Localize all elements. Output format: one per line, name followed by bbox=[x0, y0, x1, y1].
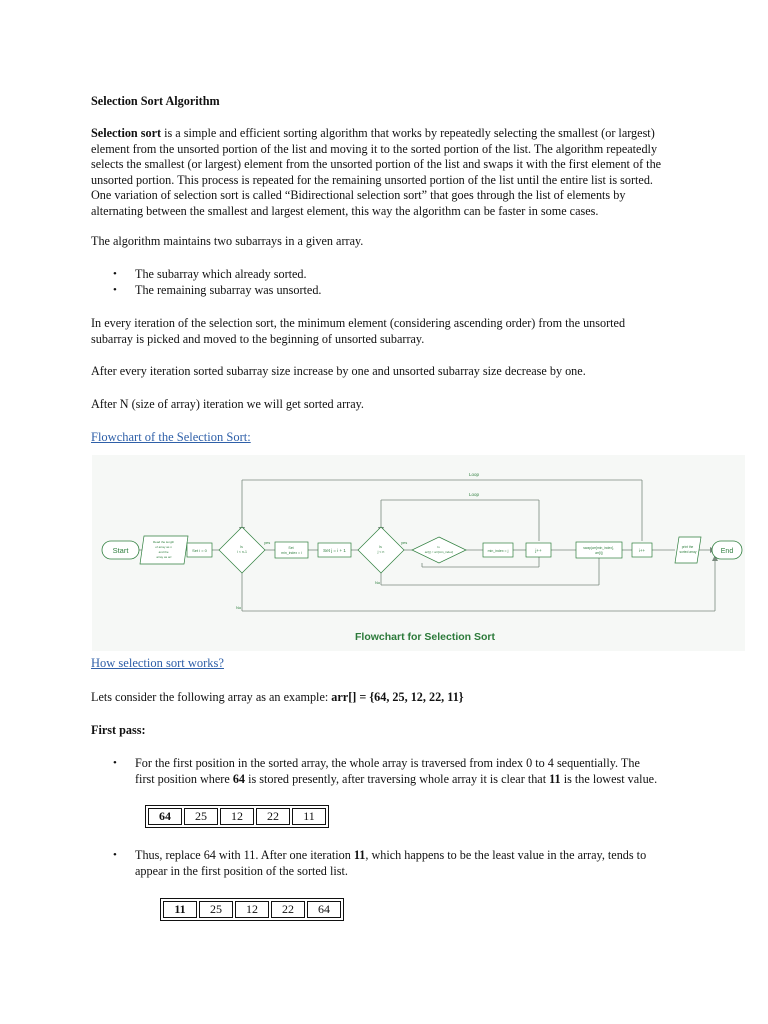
array-cell: 12 bbox=[235, 901, 269, 918]
bullet-item: • The subarray which already sorted. bbox=[113, 267, 307, 281]
maintains-paragraph: The algorithm maintains two subarrays in a given array. bbox=[91, 234, 364, 248]
flow-loop-inner-label: Loop bbox=[468, 492, 480, 497]
array-cell: 11 bbox=[163, 901, 197, 918]
array-table-before bbox=[145, 805, 329, 828]
flowchart-caption: Flowchart for Selection Sort bbox=[355, 631, 496, 643]
bullet-icon: • bbox=[113, 757, 117, 769]
svg-text:j++: j++ bbox=[535, 548, 542, 553]
intro-line-5: One variation of selection sort is called “Bidirectional selection sort” that goes through the list of elements by bbox=[91, 188, 626, 202]
first-pass-heading: First pass: bbox=[91, 723, 146, 737]
array-cell: 25 bbox=[199, 901, 233, 918]
flow-swap bbox=[576, 542, 622, 558]
page-title: Selection Sort Algorithm bbox=[91, 94, 220, 108]
flow-end-label: End bbox=[720, 548, 734, 555]
array-cell: 64 bbox=[307, 901, 341, 918]
svg-text:Is arr[j] < arr[min_in: Is arr[j] < arr[min_index] bbox=[424, 545, 454, 554]
flowchart-image bbox=[92, 455, 745, 651]
flowchart-link[interactable]: Flowchart of the Selection Sort: bbox=[91, 430, 251, 444]
example-array: arr[] = {64, 25, 12, 22, 11} bbox=[331, 690, 464, 704]
svg-text:print the sorted array: print the sorted array bbox=[679, 545, 697, 554]
svg-text:min_index = j: min_index = j bbox=[487, 549, 509, 553]
bullet-icon: • bbox=[113, 849, 117, 861]
array-cell: 25 bbox=[184, 808, 218, 825]
bullet-item: • For the first position in the sorted array, the whole array is traversed from index 0 to 4 sequentially. The first position where 64 is stored presently, after traversing whole array it is clear that 11 is the lowest value. bbox=[113, 756, 658, 786]
after-n-paragraph: After N (size of array) iteration we will get sorted array. bbox=[91, 397, 364, 411]
intro-lead: Selection sort bbox=[91, 126, 162, 140]
intro-line-1: Selection sort is a simple and efficient sorting algorithm that works by repeatedly selecting the smallest (or largest) bbox=[91, 126, 655, 140]
bullet-icon: • bbox=[113, 268, 117, 280]
svg-text:i++: i++ bbox=[638, 548, 646, 553]
flowchart-diagram bbox=[92, 455, 745, 651]
intro-line-2: element from the unsorted portion of the list and moving it to the sorted portion of the list. The algorithm repeatedly bbox=[91, 141, 658, 156]
flow-no-label: No bbox=[236, 605, 242, 610]
flow-loop-outer-label: Loop bbox=[468, 472, 480, 477]
array-cell: 64 bbox=[148, 808, 182, 825]
how-it-works-link[interactable]: How selection sort works? bbox=[91, 656, 224, 670]
array-cell: 12 bbox=[220, 808, 254, 825]
flow-yes-label: yes bbox=[401, 540, 408, 545]
flow-set-min bbox=[275, 542, 308, 558]
array-table-after bbox=[160, 898, 344, 921]
example-paragraph: Lets consider the following array as an example: arr[] = {64, 25, 12, 22, 11} bbox=[91, 690, 464, 704]
flow-start-label: Start bbox=[112, 546, 129, 555]
bullet-icon: • bbox=[113, 284, 117, 296]
flow-no-label: No bbox=[375, 580, 381, 585]
after-every-paragraph: After every iteration sorted subarray size increase by one and unsorted subarray size decrease by one. bbox=[91, 364, 586, 378]
flow-read-label: Read the length of array as n and the array as arr bbox=[152, 540, 175, 559]
intro-paragraph bbox=[91, 126, 661, 219]
svg-text:Set i = 0: Set i = 0 bbox=[192, 548, 207, 553]
svg-text:Set j = i + 1: Set j = i + 1 bbox=[323, 548, 346, 553]
intro-line-6: alternating between the smallest and largest element, this way the algorithm can be faster in some cases. bbox=[91, 203, 599, 218]
bullet-item: • The remaining subarray was unsorted. bbox=[113, 283, 322, 297]
flow-yes-label: yes bbox=[264, 540, 271, 545]
svg-text:Is j < n: Is j < n bbox=[377, 545, 385, 554]
svg-text:Set min_index = i: Set min_index = i bbox=[281, 546, 302, 555]
svg-text:swap(arr[min_index], a: swap(arr[min_index], arr[i]) bbox=[583, 546, 614, 555]
array-cell: 22 bbox=[271, 901, 305, 918]
array-cell: 11 bbox=[292, 808, 326, 825]
intro-line-3: selects the smallest (or largest) element from the unsorted portion of the list and swaps it with the first element of the bbox=[91, 157, 662, 171]
intro-line-4: unsorted portion. This process is repeated for the remaining unsorted portion of the list until the entire list is sorted. bbox=[91, 172, 653, 187]
iteration-paragraph: In every iteration of the selection sort, the minimum element (considering ascending order) from the unsorted subarray is picked and moved to the beginning of unsorted subarray. bbox=[91, 316, 626, 346]
array-cell: 22 bbox=[256, 808, 290, 825]
bullet-item: • Thus, replace 64 with 11. After one iteration 11, which happens to be the least value in the array, tends to appear in the first position of the sorted list. bbox=[113, 848, 647, 878]
svg-text:Is i < n-1: Is i < n-1 bbox=[237, 545, 247, 554]
